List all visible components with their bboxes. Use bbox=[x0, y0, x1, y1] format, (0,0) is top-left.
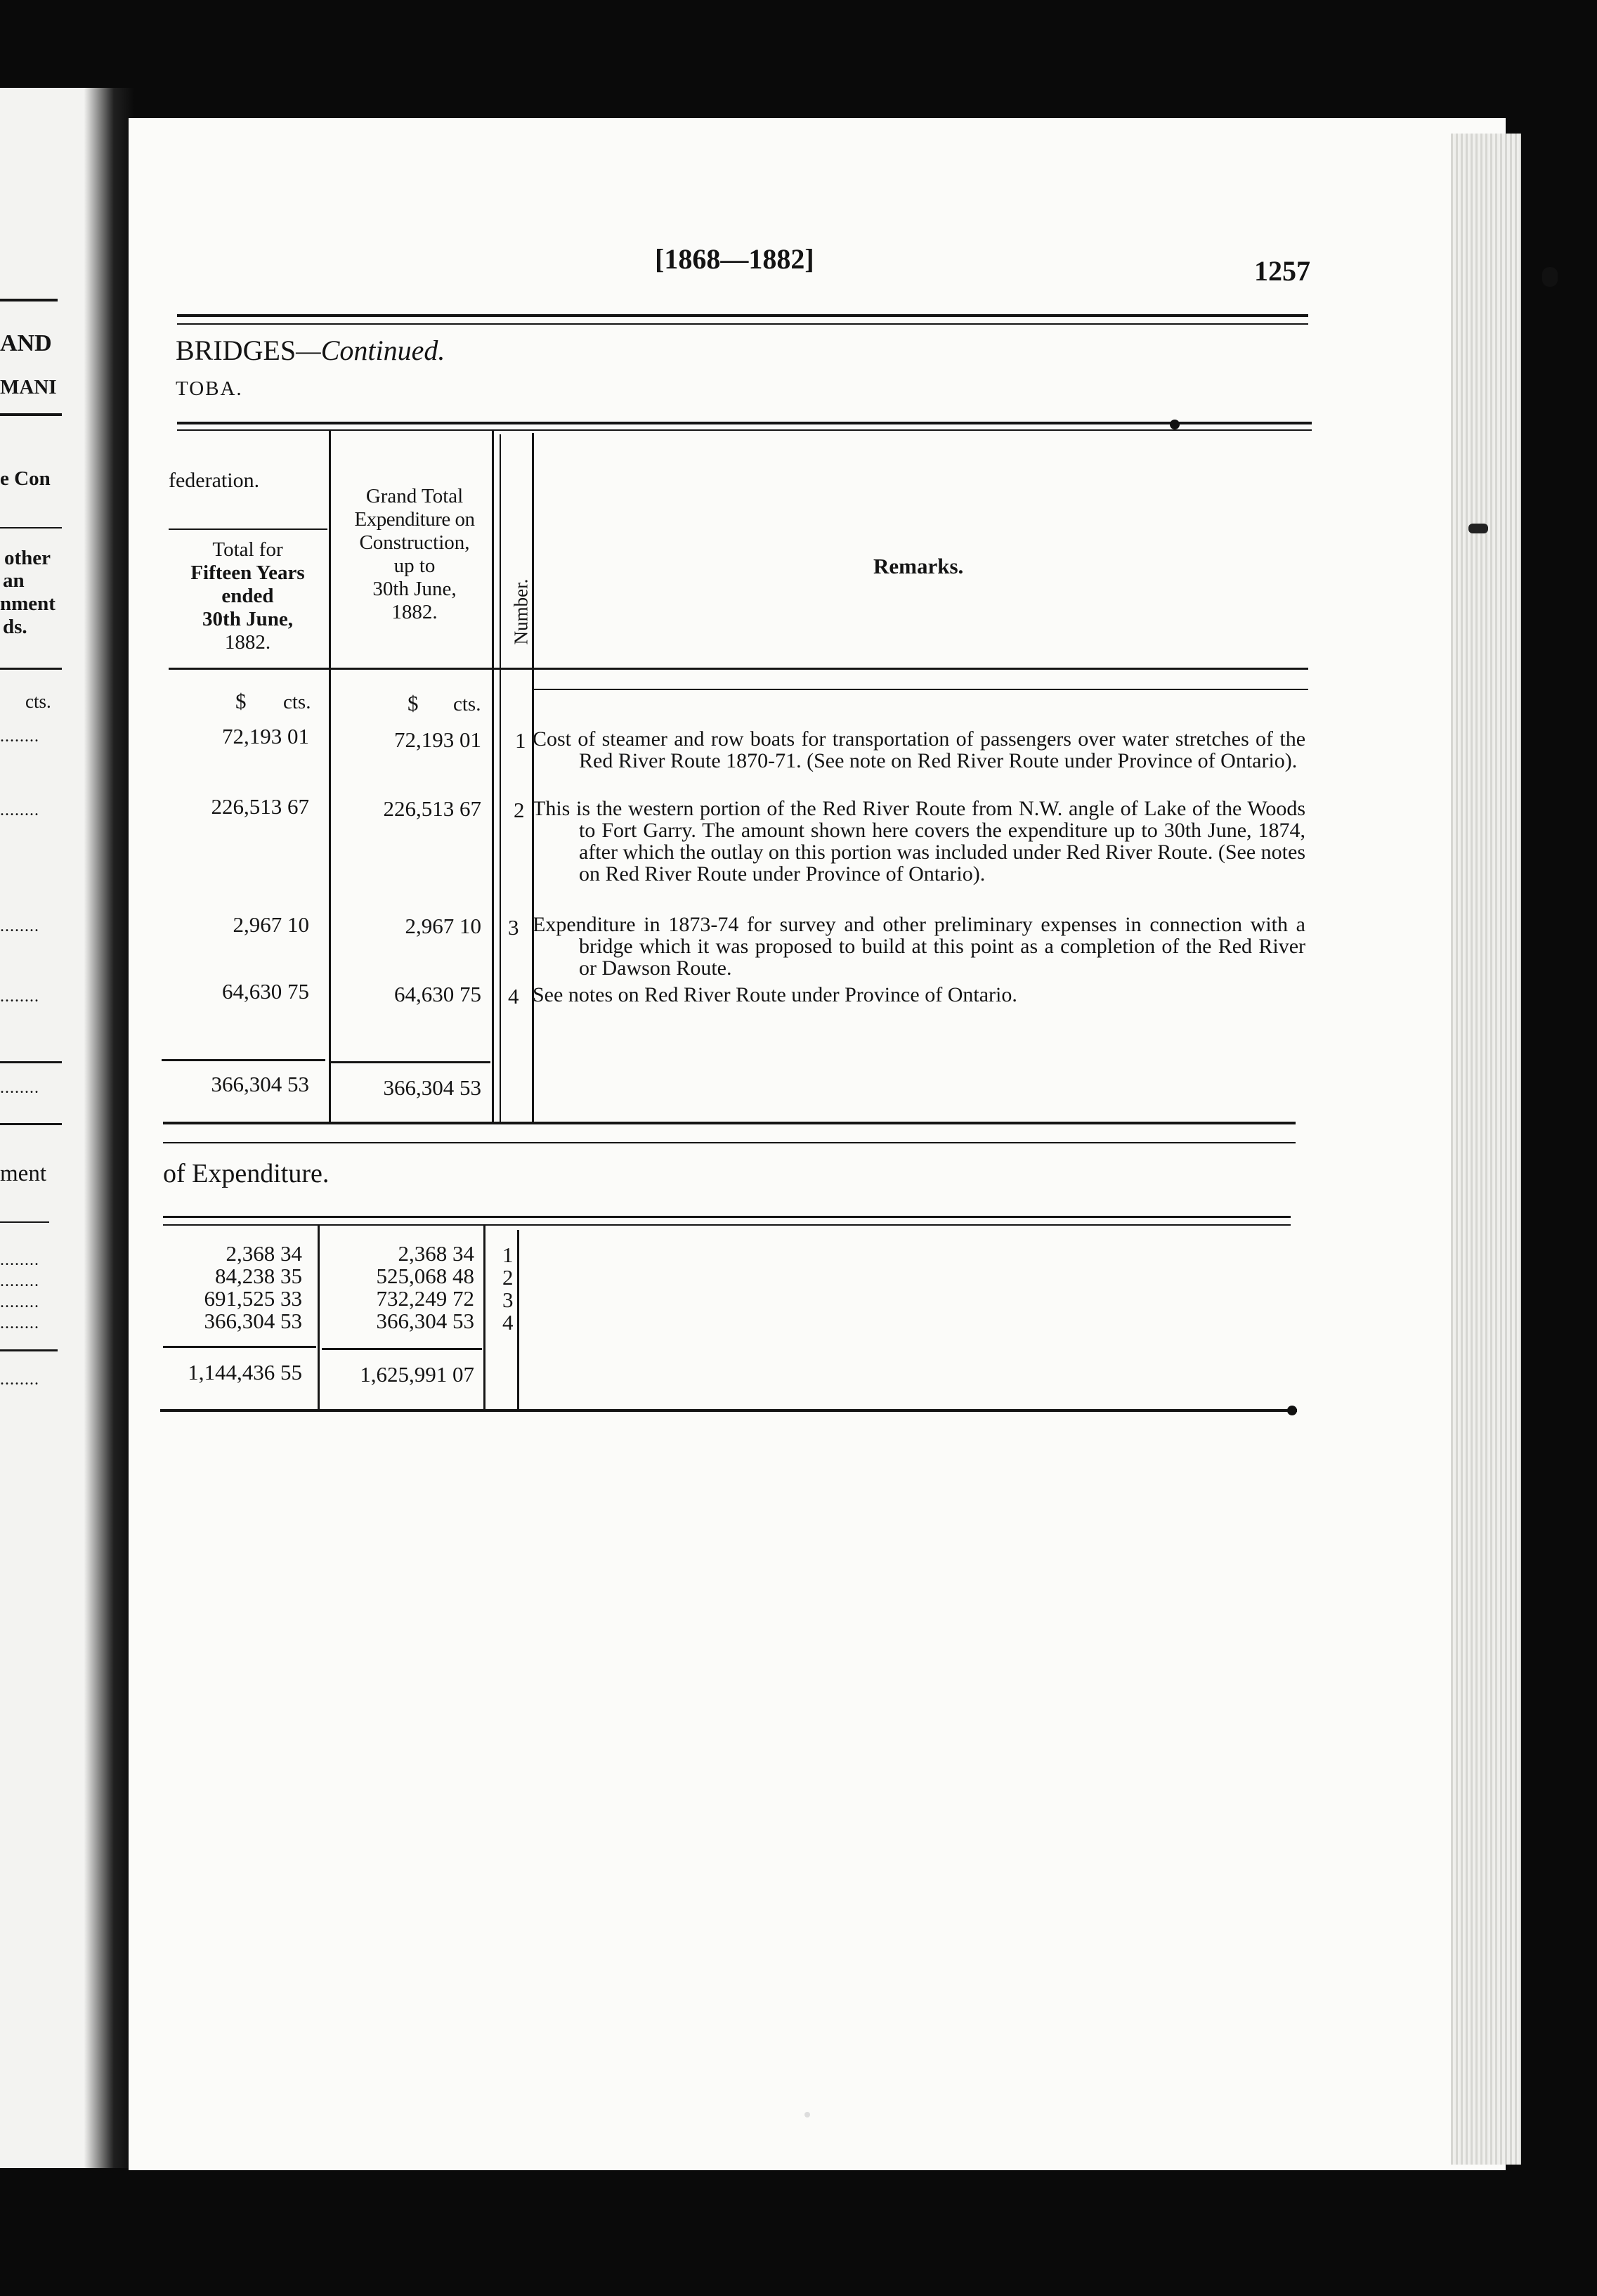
recap-row-4-grand: 366,304 53 bbox=[376, 1309, 474, 1333]
header-bottom-rule bbox=[169, 668, 1308, 670]
left-sub-1: other bbox=[4, 547, 51, 569]
remark-line: this portion was included under Red River Route. (See notes on bbox=[579, 841, 1306, 886]
remark-line: water stretches of the Red River Route 1870-71. (See note on Red bbox=[579, 727, 1306, 772]
header-col-grand-line: Grand Total bbox=[365, 485, 464, 507]
recap-total-col-total: 1,144,436 55 bbox=[188, 1360, 302, 1384]
row-1-grand: 72,193 01 bbox=[394, 727, 481, 752]
row-4-remark-text: See notes on Red River Route under Province of Ontario. bbox=[533, 983, 1017, 1006]
rule-end-dot bbox=[1287, 1406, 1297, 1415]
page-sheet bbox=[129, 118, 1506, 2170]
left-dots-9: ........ bbox=[0, 1314, 39, 1332]
page-number: 1257 bbox=[1254, 255, 1310, 287]
recap-col-rule-2 bbox=[483, 1224, 485, 1410]
row-4-grand: 64,630 75 bbox=[394, 982, 481, 1006]
header-col-total-line: 30th June, bbox=[202, 608, 293, 630]
left-sub-3: nment bbox=[0, 592, 56, 615]
ink-dot bbox=[1170, 420, 1180, 429]
total-rule-1 bbox=[162, 1059, 325, 1061]
remarks-header-rule bbox=[534, 689, 1308, 690]
recap-row-1-number: 1 bbox=[502, 1243, 514, 1267]
row-4-number: 4 bbox=[508, 984, 519, 1008]
header-number: Number. bbox=[510, 578, 532, 645]
recap-row-3-grand: 732,249 72 bbox=[376, 1286, 474, 1311]
recap-row-3-number: 3 bbox=[502, 1288, 514, 1312]
recap-total-rule-2 bbox=[322, 1348, 482, 1350]
running-header: [1868—1882] bbox=[655, 243, 814, 275]
total-col-total: 366,304 53 bbox=[211, 1072, 309, 1096]
remark-line: Red River Route under Province of Ontario). bbox=[605, 862, 986, 886]
remark-line: Cost of steamer and row boats for transportation of passengers over bbox=[533, 727, 1116, 751]
table-bottom-rule bbox=[163, 1122, 1296, 1124]
header-col-grand-line: 1882. bbox=[391, 601, 438, 623]
left-dots-7: ........ bbox=[0, 1272, 39, 1290]
left-sub-4: ds. bbox=[3, 616, 27, 638]
left-bottom-word: ment bbox=[0, 1161, 46, 1186]
col-rule-2b bbox=[500, 434, 501, 1123]
section-title bbox=[176, 334, 445, 367]
row-1-remark-text bbox=[533, 728, 1305, 772]
row-2-grand: 226,513 67 bbox=[383, 796, 481, 821]
unit-cts-2: cts. bbox=[453, 693, 481, 715]
left-dots-1: ........ bbox=[0, 727, 39, 746]
remark-line: River Route under Province of Ontario). bbox=[956, 749, 1298, 772]
scan-speck bbox=[1542, 267, 1558, 287]
recap-row-4-number: 4 bbox=[502, 1310, 514, 1335]
left-title-1: AND bbox=[0, 330, 52, 356]
recap-row-1-grand: 2,368 34 bbox=[398, 1241, 474, 1266]
row-4-total: 64,630 75 bbox=[222, 979, 309, 1004]
total-rule-2 bbox=[330, 1061, 490, 1063]
header-col-total-line: ended bbox=[221, 585, 274, 607]
row-3-remark-text bbox=[533, 914, 1305, 979]
header-col-total-line: Total for bbox=[212, 538, 283, 561]
unit-dollar-1: $ bbox=[235, 689, 247, 713]
table-top-rule-thin bbox=[177, 429, 1312, 431]
recap-top-rule bbox=[163, 1216, 1291, 1218]
left-dots-4: ........ bbox=[0, 987, 39, 1006]
recap-row-3-total: 691,525 33 bbox=[204, 1286, 302, 1311]
recap-row-1-total: 2,368 34 bbox=[226, 1241, 302, 1266]
recap-total-rule-1 bbox=[163, 1346, 316, 1348]
recap-col-rule-3 bbox=[517, 1230, 519, 1411]
header-col-grand-line: 30th June, bbox=[372, 578, 457, 600]
row-3-remark bbox=[533, 914, 1305, 979]
col-rule-1 bbox=[329, 430, 331, 1122]
header-remarks: Remarks. bbox=[873, 554, 964, 578]
recap-row-2-grand: 525,068 48 bbox=[376, 1264, 474, 1288]
section-subtitle: TOBA. bbox=[176, 377, 243, 400]
remark-line: connection with a bridge which it was proposed to build at this bbox=[579, 913, 1305, 958]
row-3-grand: 2,967 10 bbox=[405, 914, 481, 938]
left-cents: cts. bbox=[25, 691, 51, 712]
left-sub-2: an bbox=[3, 569, 25, 592]
table-top-rule bbox=[177, 422, 1312, 424]
remark-line: This is the western portion of the Red River Route from N.W. angle of bbox=[533, 797, 1138, 820]
row-1-number: 1 bbox=[515, 728, 526, 753]
header-rule-thin bbox=[177, 323, 1308, 325]
remark-line: Expenditure in 1873-74 for survey and other preliminary expenses in bbox=[533, 913, 1142, 936]
recap-row-4-total: 366,304 53 bbox=[204, 1309, 302, 1333]
recap-total-col-grand: 1,625,991 07 bbox=[360, 1362, 474, 1387]
total-col-grand: 366,304 53 bbox=[383, 1075, 481, 1100]
left-dots-8: ........ bbox=[0, 1293, 39, 1311]
left-title-2: MANI bbox=[0, 376, 57, 398]
left-dots-10: ........ bbox=[0, 1370, 39, 1389]
row-4-remark bbox=[533, 984, 1305, 1006]
remark-line: Lake of the Woods to Fort Garry. The amount shown here covers bbox=[579, 797, 1305, 842]
table-bottom-rule-thin bbox=[163, 1142, 1296, 1143]
book-gutter bbox=[84, 88, 133, 2168]
col-rule-3 bbox=[532, 433, 534, 1123]
section-title-suffix: —Continued. bbox=[296, 335, 445, 366]
row-2-remark-text bbox=[533, 798, 1305, 885]
left-col-head: e Con bbox=[0, 467, 51, 490]
header-sub-rule bbox=[169, 528, 327, 530]
row-2-number: 2 bbox=[514, 798, 525, 822]
row-3-number: 3 bbox=[508, 915, 519, 940]
unit-cts-1: cts. bbox=[283, 691, 311, 713]
row-2-remark bbox=[533, 798, 1305, 885]
section-title-main: BRIDGES bbox=[176, 335, 296, 366]
header-col-total bbox=[169, 538, 327, 654]
header-rule bbox=[177, 314, 1308, 317]
header-col-grand bbox=[332, 485, 497, 624]
recap-bottom-rule bbox=[160, 1409, 1297, 1412]
scan-speck bbox=[1468, 524, 1488, 533]
recap-row-2-number: 2 bbox=[502, 1265, 514, 1290]
recap-row-2-total: 84,238 35 bbox=[215, 1264, 302, 1288]
recap-col-rule-1 bbox=[318, 1224, 320, 1410]
header-col-grand-line: Expenditure on bbox=[354, 508, 475, 531]
left-dots-2: ........ bbox=[0, 801, 39, 819]
recap-top-rule-thin bbox=[163, 1224, 1291, 1226]
header-col-grand-line: Construction, bbox=[359, 531, 470, 554]
header-col-grand-line: up to bbox=[393, 554, 436, 577]
scan-speck bbox=[804, 2112, 810, 2117]
left-dots-5: ........ bbox=[0, 1079, 39, 1097]
remark-line: the expenditure up to 30th June, 1874, after which the outlay on bbox=[579, 819, 1306, 864]
page-stack-edge bbox=[1451, 134, 1521, 2165]
header-federation: federation. bbox=[169, 469, 260, 492]
header-col-total-line: 1882. bbox=[224, 631, 271, 654]
remark-line: point as a completion of the Red River or Dawson Route. bbox=[579, 935, 1306, 980]
header-col-total-line: Fifteen Years bbox=[190, 562, 305, 584]
row-1-total: 72,193 01 bbox=[222, 724, 309, 748]
left-dots-6: ........ bbox=[0, 1251, 39, 1269]
row-1-remark bbox=[533, 728, 1305, 772]
row-3-total: 2,967 10 bbox=[233, 912, 309, 937]
row-2-total: 226,513 67 bbox=[211, 794, 309, 819]
left-dots-3: ........ bbox=[0, 917, 39, 935]
recap-title: of Expenditure. bbox=[163, 1159, 330, 1188]
unit-dollar-2: $ bbox=[408, 691, 419, 715]
